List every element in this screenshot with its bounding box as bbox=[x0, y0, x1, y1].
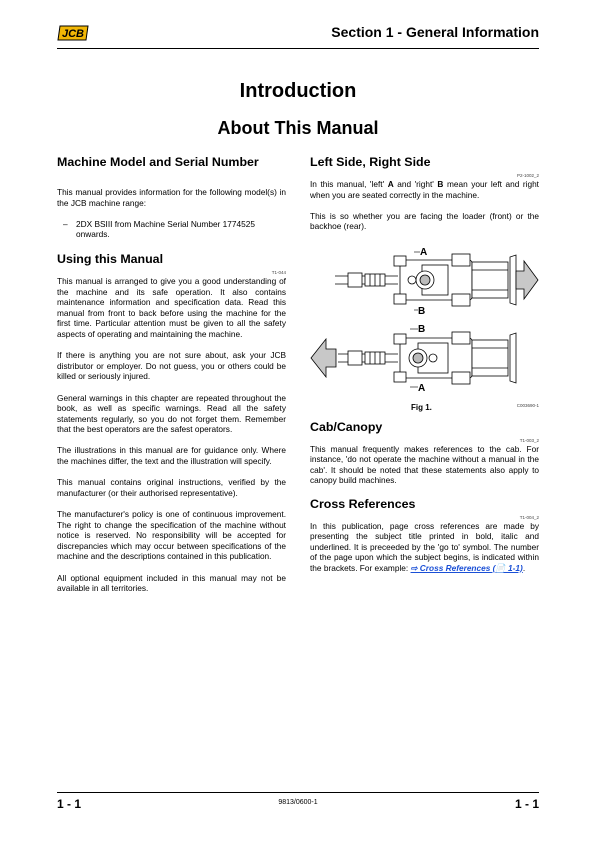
bullet-text: 2DX BSIII from Machine Serial Number 1774525 onwards. bbox=[76, 218, 255, 240]
using-paragraph-5: This manual contains original instructions, verified by the manufacturer (or their authorised representative). bbox=[57, 477, 286, 498]
section-title: Section 1 - General Information bbox=[331, 24, 539, 40]
lr-ref: P2-1002_2 bbox=[516, 173, 539, 178]
model-heading: Machine Model and Serial Number bbox=[57, 155, 259, 169]
left-column bbox=[57, 155, 286, 604]
page-subtitle: About This Manual bbox=[217, 118, 379, 138]
cab-heading: Cab/Canopy bbox=[310, 419, 383, 434]
label-b: B bbox=[437, 179, 444, 189]
backward-arrow-icon bbox=[311, 339, 336, 377]
jcb-logo bbox=[57, 24, 89, 42]
page-number-right: 1 - 1 bbox=[514, 797, 539, 811]
label-a: A bbox=[387, 179, 394, 189]
lr-text-2: This is so whether you are facing the loader (front) or the backhoe (rear). bbox=[310, 210, 539, 232]
cross-reference-link[interactable]: ⇨ Cross References (📄 1-1) bbox=[410, 562, 523, 573]
logo-text: JCB bbox=[61, 28, 85, 40]
bullet-dash: – bbox=[63, 218, 68, 229]
using-paragraph-2: If there is anything you are not sure about, ask your JCB distributor or employer. Do not guess, you or others could be killed or seriously injured. bbox=[57, 350, 286, 382]
model-bullet bbox=[57, 219, 286, 240]
cross-text: In this publication, page cross references are made by presenting the subject title printed in bold, italic and underlined. It is preceeded by the 'go to' symbol. The number of the page upon which the subject begins, is indicated within the brackets. For example: ⇨ Cross References (📄 1-1). bbox=[310, 520, 539, 573]
right-column bbox=[310, 155, 539, 584]
forward-arrow-icon bbox=[516, 261, 538, 299]
using-ref: T1-044 bbox=[271, 269, 286, 275]
cab-ref: T1-003_2 bbox=[519, 437, 539, 443]
cab-text: This manual frequently makes references to the cab. For instance, 'do not operate the machine without a manual in the cab'. It should be noted that these statements also apply to canopy build machines. bbox=[310, 443, 539, 486]
using-paragraph-6: The manufacturer's policy is one of continuous improvement. The right to change the specification of the machine without notice is reserved. No responsibility will be accepted for discrepancies which may occur between specifications of the machine and the descriptions contained in this publication. bbox=[57, 509, 286, 562]
bottom-label-b: B bbox=[418, 323, 426, 335]
using-paragraph-1: This manual is arranged to give you a good understanding of the machine and its safe operation. It also contains maintenance information and specification data. Read this manual from front to back before using the machine for the first time. Particular attention must be given to all the safety aspects of operating and maintaining the machine. bbox=[57, 275, 286, 339]
cross-ref: T1-004_2 bbox=[519, 514, 539, 520]
top-label-a: A bbox=[420, 246, 428, 258]
footer-divider bbox=[57, 792, 539, 793]
figure-code: C003690-1 bbox=[516, 402, 539, 408]
figure-1 bbox=[310, 243, 539, 418]
cross-heading: Cross References bbox=[310, 496, 416, 511]
using-paragraph-7: All optional equipment included in this manual may not be available in all territories. bbox=[57, 572, 286, 594]
top-machine bbox=[335, 254, 516, 306]
lr-text: In this manual, 'left' A and 'right' B mean your left and right when you are seated correctly in the machine. bbox=[310, 179, 539, 200]
bottom-machine bbox=[338, 332, 516, 384]
page-title: Introduction bbox=[239, 80, 357, 102]
bottom-label-a: A bbox=[418, 382, 426, 394]
using-paragraph-4: The illustrations in this manual are for guidance only. Where the machines differ, the text and the illustration will specify. bbox=[57, 445, 286, 467]
using-paragraph-3: General warnings in this chapter are repeated throughout the book, as well as specific warnings. Read all the safety statements regularly, so you do not forget them. Remember that the best operators are the safest operators. bbox=[57, 392, 286, 435]
machine-diagram bbox=[310, 243, 539, 403]
page-number-left: 1 - 1 bbox=[57, 797, 82, 811]
using-heading: Using this Manual bbox=[57, 251, 164, 266]
model-text: This manual provides information for the following model(s) in the JCB machine range: bbox=[57, 187, 286, 208]
lr-heading: Left Side, Right Side bbox=[310, 155, 431, 169]
document-number: 9813/0600-1 bbox=[278, 799, 318, 806]
figure-caption: Fig 1. bbox=[411, 402, 432, 412]
top-label-b: B bbox=[418, 305, 426, 317]
header-divider bbox=[57, 48, 539, 49]
